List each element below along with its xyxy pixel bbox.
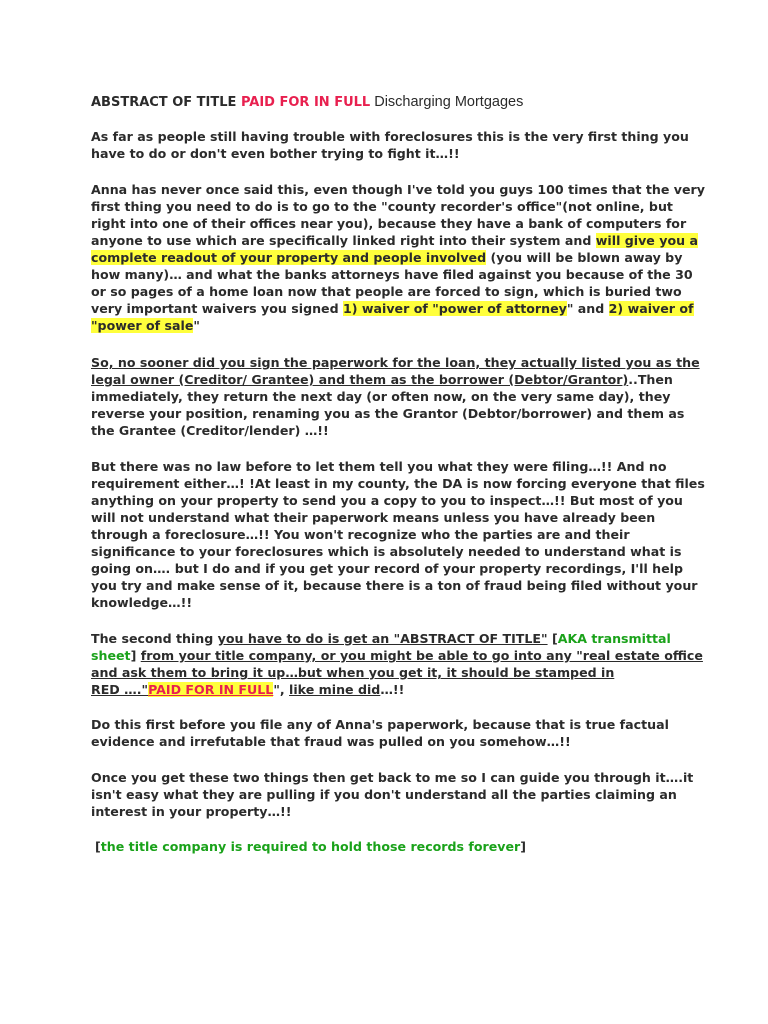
- paragraph-2: [91, 181, 705, 334]
- green-text: sheet: [91, 648, 131, 663]
- underlined-text: like mine did: [289, 682, 381, 697]
- bracket-open: [: [95, 839, 101, 854]
- text-line: evidence and irrefutable that fraud was pulled on you somehow…!!: [91, 734, 571, 749]
- bracket-close: ]: [520, 839, 527, 854]
- text-run: ]: [130, 648, 141, 663]
- green-text: the title company is required to hold those records forever: [100, 839, 521, 854]
- paid-in-full-stamp-text: PAID FOR IN FULL: [148, 682, 274, 697]
- text-run: (you will be blown away by: [486, 250, 683, 265]
- text-line: [91, 681, 683, 698]
- text-line: or so pages of a home loan now that people are forced to sign, which is buried two: [91, 284, 682, 299]
- text-line: immediately, they return the next day (or often now, on the very same day), they: [91, 389, 671, 404]
- highlighted-text: will give you a: [595, 233, 698, 248]
- paragraph-1: [91, 128, 689, 162]
- underlined-text: you have to do is get an "ABSTRACT OF TITLE": [217, 631, 548, 646]
- title-paid-in-full: PAID FOR IN FULL: [240, 95, 371, 110]
- title-discharging: Discharging Mortgages: [370, 94, 524, 110]
- text-line: significance to your foreclosures which is absolutely needed to understand what is: [91, 544, 682, 559]
- text-line: [91, 371, 683, 388]
- highlighted-text: complete readout of your property and people involved: [91, 250, 487, 265]
- text-line: have to do or don't even bother trying to fight it…!!: [91, 146, 460, 161]
- highlighted-text: 2) waiver of: [608, 301, 694, 316]
- text-line: [91, 317, 683, 334]
- text-line: requirement either…! !At least in my county, the DA is now forcing everyone that files: [91, 476, 705, 491]
- paragraph-4: [91, 458, 705, 611]
- text-line: [91, 630, 683, 647]
- text-line: As far as people still having trouble with foreclosures this is the very first thing you: [91, 129, 689, 144]
- text-line: [95, 838, 687, 855]
- highlighted-text: 1) waiver of "power of attorney: [343, 301, 567, 316]
- underlined-text: RED ….": [91, 682, 149, 697]
- text-line: how many)… and what the banks attorneys have filed against you because of the 30: [91, 267, 693, 282]
- highlighted-text: "power of sale: [91, 318, 194, 333]
- text-run: ..Then: [628, 372, 673, 387]
- text-run: [: [547, 631, 558, 646]
- green-text: AKA transmittal: [557, 631, 671, 646]
- text-line: anything on your property to send you a copy to you to inspect…!! But most of you: [91, 493, 683, 508]
- paragraph-8: [95, 838, 687, 855]
- text-line: [91, 300, 694, 317]
- text-run: ",: [273, 682, 290, 697]
- text-line: going on…. but I do and if you get your record of your property recordings, I'll help: [91, 561, 684, 576]
- text-line: [91, 232, 698, 249]
- text-line: through a foreclosure…!! You won't recognize who the parties are and their: [91, 527, 630, 542]
- text-line: isn't easy what they are pulling if you don't understand all the parties claiming an: [91, 787, 677, 802]
- text-line: the Grantee (Creditor/lender) …!!: [91, 423, 329, 438]
- text-line: Anna has never once said this, even though I've told you guys 100 times that the very: [91, 182, 705, 197]
- paragraph-5: [91, 630, 703, 698]
- paragraph-3: [91, 354, 700, 439]
- text-run: The second thing: [91, 631, 218, 646]
- text-line: right into one of their offices near you), because they have a bank of computers for: [91, 216, 687, 231]
- text-run: " and: [566, 301, 609, 316]
- text-line: [91, 647, 703, 664]
- paragraph-7: [91, 769, 694, 820]
- underlined-line: and ask them to bring it up…but when you get it, it should be stamped in: [91, 665, 615, 680]
- text-line: [91, 249, 683, 266]
- text-run: ": [193, 318, 200, 333]
- text-line: Once you get these two things then get back to me so I can guide you through it….it: [91, 770, 694, 785]
- title-abstract: ABSTRACT OF TITLE: [91, 95, 241, 110]
- underlined-text: legal owner (Creditor/ Grantee) and them as the borrower (Debtor/Grantor): [91, 372, 629, 387]
- underlined-text: from your title company, or you might be able to go into any "real estate office: [140, 648, 703, 663]
- underlined-line: So, no sooner did you sign the paperwork for the loan, they actually listed you as the: [91, 355, 700, 370]
- paragraph-6: [91, 716, 683, 750]
- text-run: anyone to use which are specifically linked right into their system and: [91, 233, 596, 248]
- text-line: Do this first before you file any of Anna's paperwork, because that is true factual: [91, 717, 669, 732]
- text-line: will not understand what their paperwork means unless you have already been: [91, 510, 656, 525]
- document-title: [91, 94, 691, 111]
- text-line: knowledge…!!: [91, 595, 193, 610]
- text-line: you try and make sense of it, because there is a ton of fraud being filed without your: [91, 578, 698, 593]
- text-line: But there was no law before to let them tell you what they were filing…!! And no: [91, 459, 667, 474]
- text-line: interest in your property…!!: [91, 804, 292, 819]
- text-line: first thing you need to do is to go to the "county recorder's office"(not online, but: [91, 199, 673, 214]
- text-line: reverse your position, renaming you as the Grantor (Debtor/borrower) and them as: [91, 406, 685, 421]
- text-run: …!!: [380, 682, 405, 697]
- text-run: very important waivers you signed: [91, 301, 343, 316]
